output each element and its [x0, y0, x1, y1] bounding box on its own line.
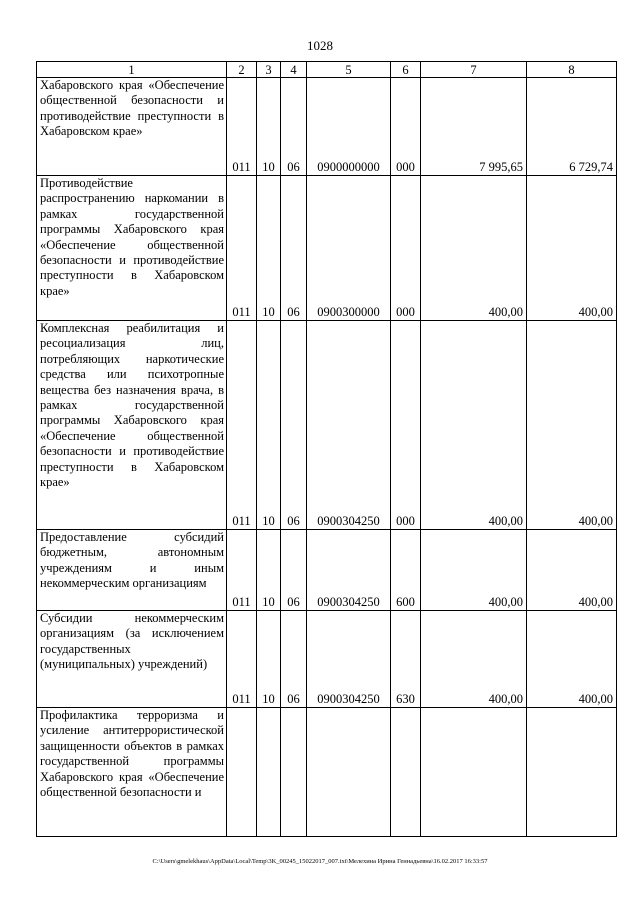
- cell-code-6: [391, 708, 421, 837]
- cell-code-4: 06: [281, 78, 307, 176]
- cell-code-5: [307, 708, 391, 837]
- cell-code-4: 06: [281, 176, 307, 321]
- cell-value-7: 400,00: [421, 611, 527, 708]
- cell-value-7: [421, 708, 527, 837]
- cell-value-8: 400,00: [527, 530, 617, 611]
- column-header: 4: [281, 62, 307, 78]
- cell-value-8: 400,00: [527, 611, 617, 708]
- row-name: Противодействие распространению наркомании в рамках государственной программы Хабаровского края «Обеспечение общественной безопасности и противодействие преступности в Хабаровском крае»: [37, 176, 227, 321]
- table-row: [37, 321, 617, 530]
- cell-value-8: 400,00: [527, 176, 617, 321]
- column-header: 3: [257, 62, 281, 78]
- table-row: [37, 530, 617, 611]
- cell-code-2: 011: [227, 176, 257, 321]
- cell-value-8: 400,00: [527, 321, 617, 530]
- budget-table: [36, 61, 617, 837]
- cell-code-3: 10: [257, 530, 281, 611]
- header-row: [37, 62, 617, 78]
- cell-code-5: 0900304250: [307, 321, 391, 530]
- table-row: [37, 708, 617, 837]
- cell-code-4: 06: [281, 321, 307, 530]
- cell-code-4: 06: [281, 530, 307, 611]
- row-name: Комплексная реабилитация и ресоциализация лиц, потребляющих наркотические средства или психотропные вещества без назначения врача, в рамках государственной программы Хабаровского края «Обеспечение общественной безопасности и противодействие преступности в Хабаровском крае»: [37, 321, 227, 530]
- column-header: 7: [421, 62, 527, 78]
- cell-code-6: 000: [391, 176, 421, 321]
- table-row: [37, 78, 617, 176]
- row-name: Хабаровского края «Обеспечение общественной безопасности и противодействие преступности в Хабаровском крае»: [37, 78, 227, 176]
- cell-code-2: 011: [227, 78, 257, 176]
- page-number: 1028: [307, 38, 333, 53]
- cell-value-7: 400,00: [421, 530, 527, 611]
- cell-code-5: 0900304250: [307, 611, 391, 708]
- cell-code-2: [227, 708, 257, 837]
- cell-code-3: 10: [257, 321, 281, 530]
- column-header: 6: [391, 62, 421, 78]
- row-name: Предоставление субсидий бюджетным, автономным учреждениям и иным некоммерческим организациям: [37, 530, 227, 611]
- cell-code-3: [257, 708, 281, 837]
- cell-code-5: 0900304250: [307, 530, 391, 611]
- table-row: [37, 176, 617, 321]
- cell-code-3: 10: [257, 176, 281, 321]
- cell-code-3: 10: [257, 78, 281, 176]
- cell-value-8: 6 729,74: [527, 78, 617, 176]
- cell-code-6: 000: [391, 321, 421, 530]
- column-header: 2: [227, 62, 257, 78]
- cell-code-4: 06: [281, 611, 307, 708]
- row-name: Субсидии некоммерческим организациям (за исключением государственных (муниципальных) учреждений): [37, 611, 227, 708]
- cell-code-3: 10: [257, 611, 281, 708]
- cell-code-2: 011: [227, 530, 257, 611]
- cell-code-4: [281, 708, 307, 837]
- cell-value-7: 400,00: [421, 321, 527, 530]
- column-header: 1: [37, 62, 227, 78]
- cell-code-2: 011: [227, 321, 257, 530]
- cell-code-6: 600: [391, 530, 421, 611]
- cell-code-5: 0900300000: [307, 176, 391, 321]
- cell-code-6: 630: [391, 611, 421, 708]
- cell-code-6: 000: [391, 78, 421, 176]
- cell-value-7: 400,00: [421, 176, 527, 321]
- document-footer-path: C:\Users\gmelekhaus\AppData\Local\Temp\3K_00245_15022017_007.txt\Мелехина Ирина Геннадьевна\16.02.2017 16:33:57: [152, 858, 488, 865]
- cell-code-5: 0900000000: [307, 78, 391, 176]
- table-row: [37, 611, 617, 708]
- column-header: 8: [527, 62, 617, 78]
- cell-value-7: 7 995,65: [421, 78, 527, 176]
- cell-code-2: 011: [227, 611, 257, 708]
- row-name: Профилактика терроризма и усиление антитеррористической защищенности объектов в рамках государственной программы Хабаровского края «Обеспечение общественной безопасности и: [37, 708, 227, 837]
- cell-value-8: [527, 708, 617, 837]
- column-header: 5: [307, 62, 391, 78]
